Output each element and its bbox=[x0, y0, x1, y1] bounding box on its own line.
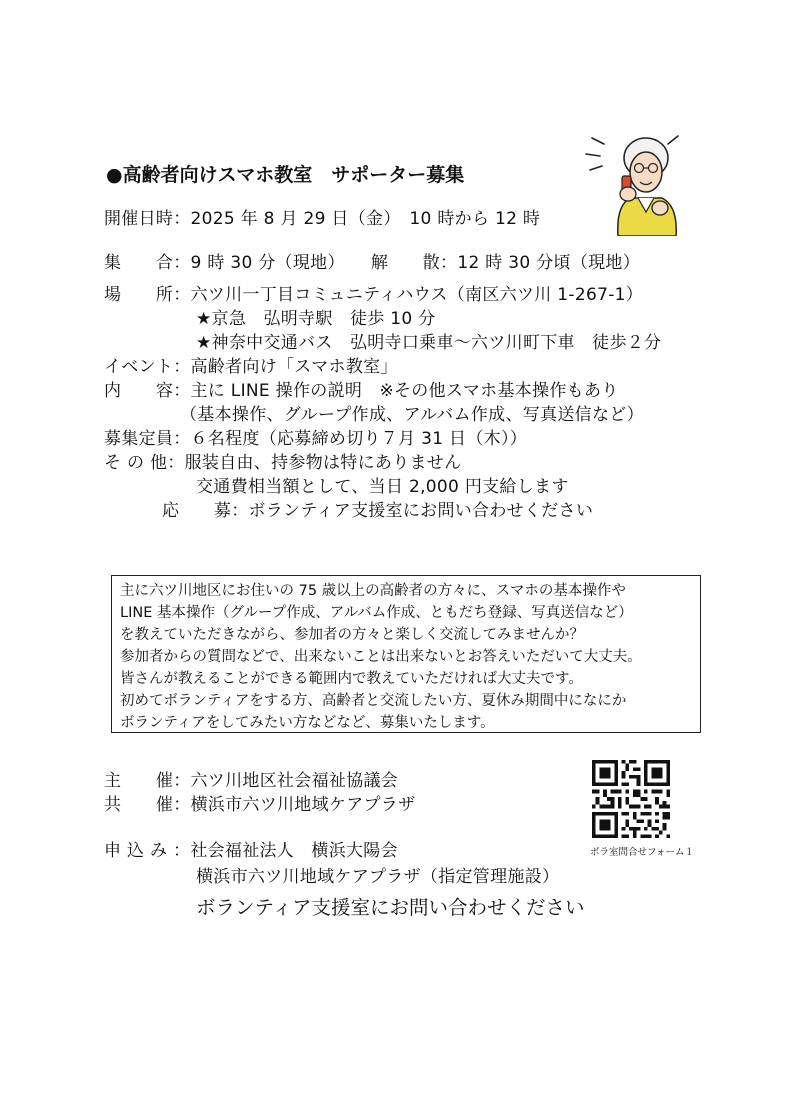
capacity-value: ６名程度（応募締め切り７月 31 日（木）） bbox=[190, 429, 528, 449]
applicant-value: 社会福祉法人 横浜大陽会 bbox=[190, 841, 398, 861]
applicant-row bbox=[104, 836, 398, 861]
content-row bbox=[104, 376, 619, 401]
event-label: イベント： bbox=[104, 357, 191, 377]
description-line: を教えていただきながら、参加者の方々と楽しく交流してみませんか？ bbox=[120, 627, 584, 643]
content-value: 主に LINE 操作の説明 ※その他スマホ基本操作もあり bbox=[190, 381, 619, 401]
cohost-row bbox=[104, 790, 415, 815]
elderly-woman-smartphone-illustration bbox=[578, 124, 698, 236]
contact-line: ボランティア支援室にお問い合わせください bbox=[196, 896, 585, 919]
date-label: 開催日時： bbox=[104, 209, 191, 229]
access-bus: ★神奈中交通バス 弘明寺口乗車～六ツ川町下車 徒歩２分 bbox=[196, 333, 662, 353]
host-label: 主 催： bbox=[104, 771, 191, 791]
apply-value: ボランティア支援室にお問い合わせください bbox=[248, 501, 594, 521]
date-value: 2025 年 8 月 29 日（金） 10 時から 12 時 bbox=[190, 209, 541, 229]
applicant-detail: 横浜市六ツ川地域ケアプラザ（指定管理施設） bbox=[196, 867, 560, 887]
place-row bbox=[104, 280, 643, 305]
description-line: 主に六ツ川地区にお住いの 75 歳以上の高齢者の方々に、スマホの基本操作や bbox=[120, 583, 626, 599]
description-line: ボランティアをしてみたい方などなど、募集いたします。 bbox=[120, 715, 495, 731]
other-detail: 交通費相当額として、当日 2,000 円支給します bbox=[196, 477, 569, 497]
description-line: 皆さんが教えることができる範囲内で教えていただければ大丈夫です。 bbox=[120, 671, 583, 687]
qr-caption: ボラ室問合せフォーム１ bbox=[590, 847, 695, 858]
description-line: 初めてボランティアをする方、高齢者と交流したい方、夏休み期間中になにか bbox=[120, 693, 627, 709]
applicant-label: 申 込 み ： bbox=[104, 841, 191, 861]
description-line: LINE 基本操作（グループ作成、アルバム作成、ともだち登録、写真送信など） bbox=[120, 605, 633, 621]
cohost-value: 横浜市六ツ川地域ケアプラザ bbox=[190, 795, 416, 815]
qr-code-icon[interactable] bbox=[592, 760, 670, 838]
content-label: 内 容： bbox=[104, 381, 191, 401]
event-row bbox=[104, 352, 398, 377]
other-label: そ の 他： bbox=[104, 453, 185, 473]
place-label: 場 所： bbox=[104, 285, 191, 305]
host-row bbox=[104, 766, 398, 791]
date-row bbox=[104, 204, 540, 229]
description-line: 参加者からの質問などで、出来ないことは出来ないとお答えいただいて大丈夫。 bbox=[120, 649, 642, 665]
other-value: 服装自由、持参物は特にありません bbox=[184, 453, 462, 473]
meeting-value: 9 時 30 分（現地） 解 散：12 時 30 分頃（現地） bbox=[190, 253, 641, 273]
apply-row bbox=[162, 496, 593, 521]
content-detail: （基本操作、グループ作成、アルバム作成、写真送信など） bbox=[180, 405, 644, 425]
access-train: ★京急 弘明寺駅 徒歩 10 分 bbox=[196, 309, 436, 329]
place-value: 六ツ川一丁目コミュニティハウス（南区六ツ川 1-267-1） bbox=[190, 285, 644, 305]
meeting-label: 集 合： bbox=[104, 253, 191, 273]
page-title: ●高齢者向けスマホ教室 サポーター募集 bbox=[106, 164, 465, 186]
host-value: 六ツ川地区社会福祉協議会 bbox=[190, 771, 399, 791]
meeting-row bbox=[104, 248, 640, 273]
description-box bbox=[111, 575, 701, 733]
capacity-label: 募集定員： bbox=[104, 429, 191, 449]
cohost-label: 共 催： bbox=[104, 795, 191, 815]
capacity-row bbox=[104, 424, 527, 449]
other-row bbox=[104, 448, 461, 473]
event-value: 高齢者向け「スマホ教室」 bbox=[190, 357, 398, 377]
apply-label: 応 募： bbox=[162, 501, 249, 521]
